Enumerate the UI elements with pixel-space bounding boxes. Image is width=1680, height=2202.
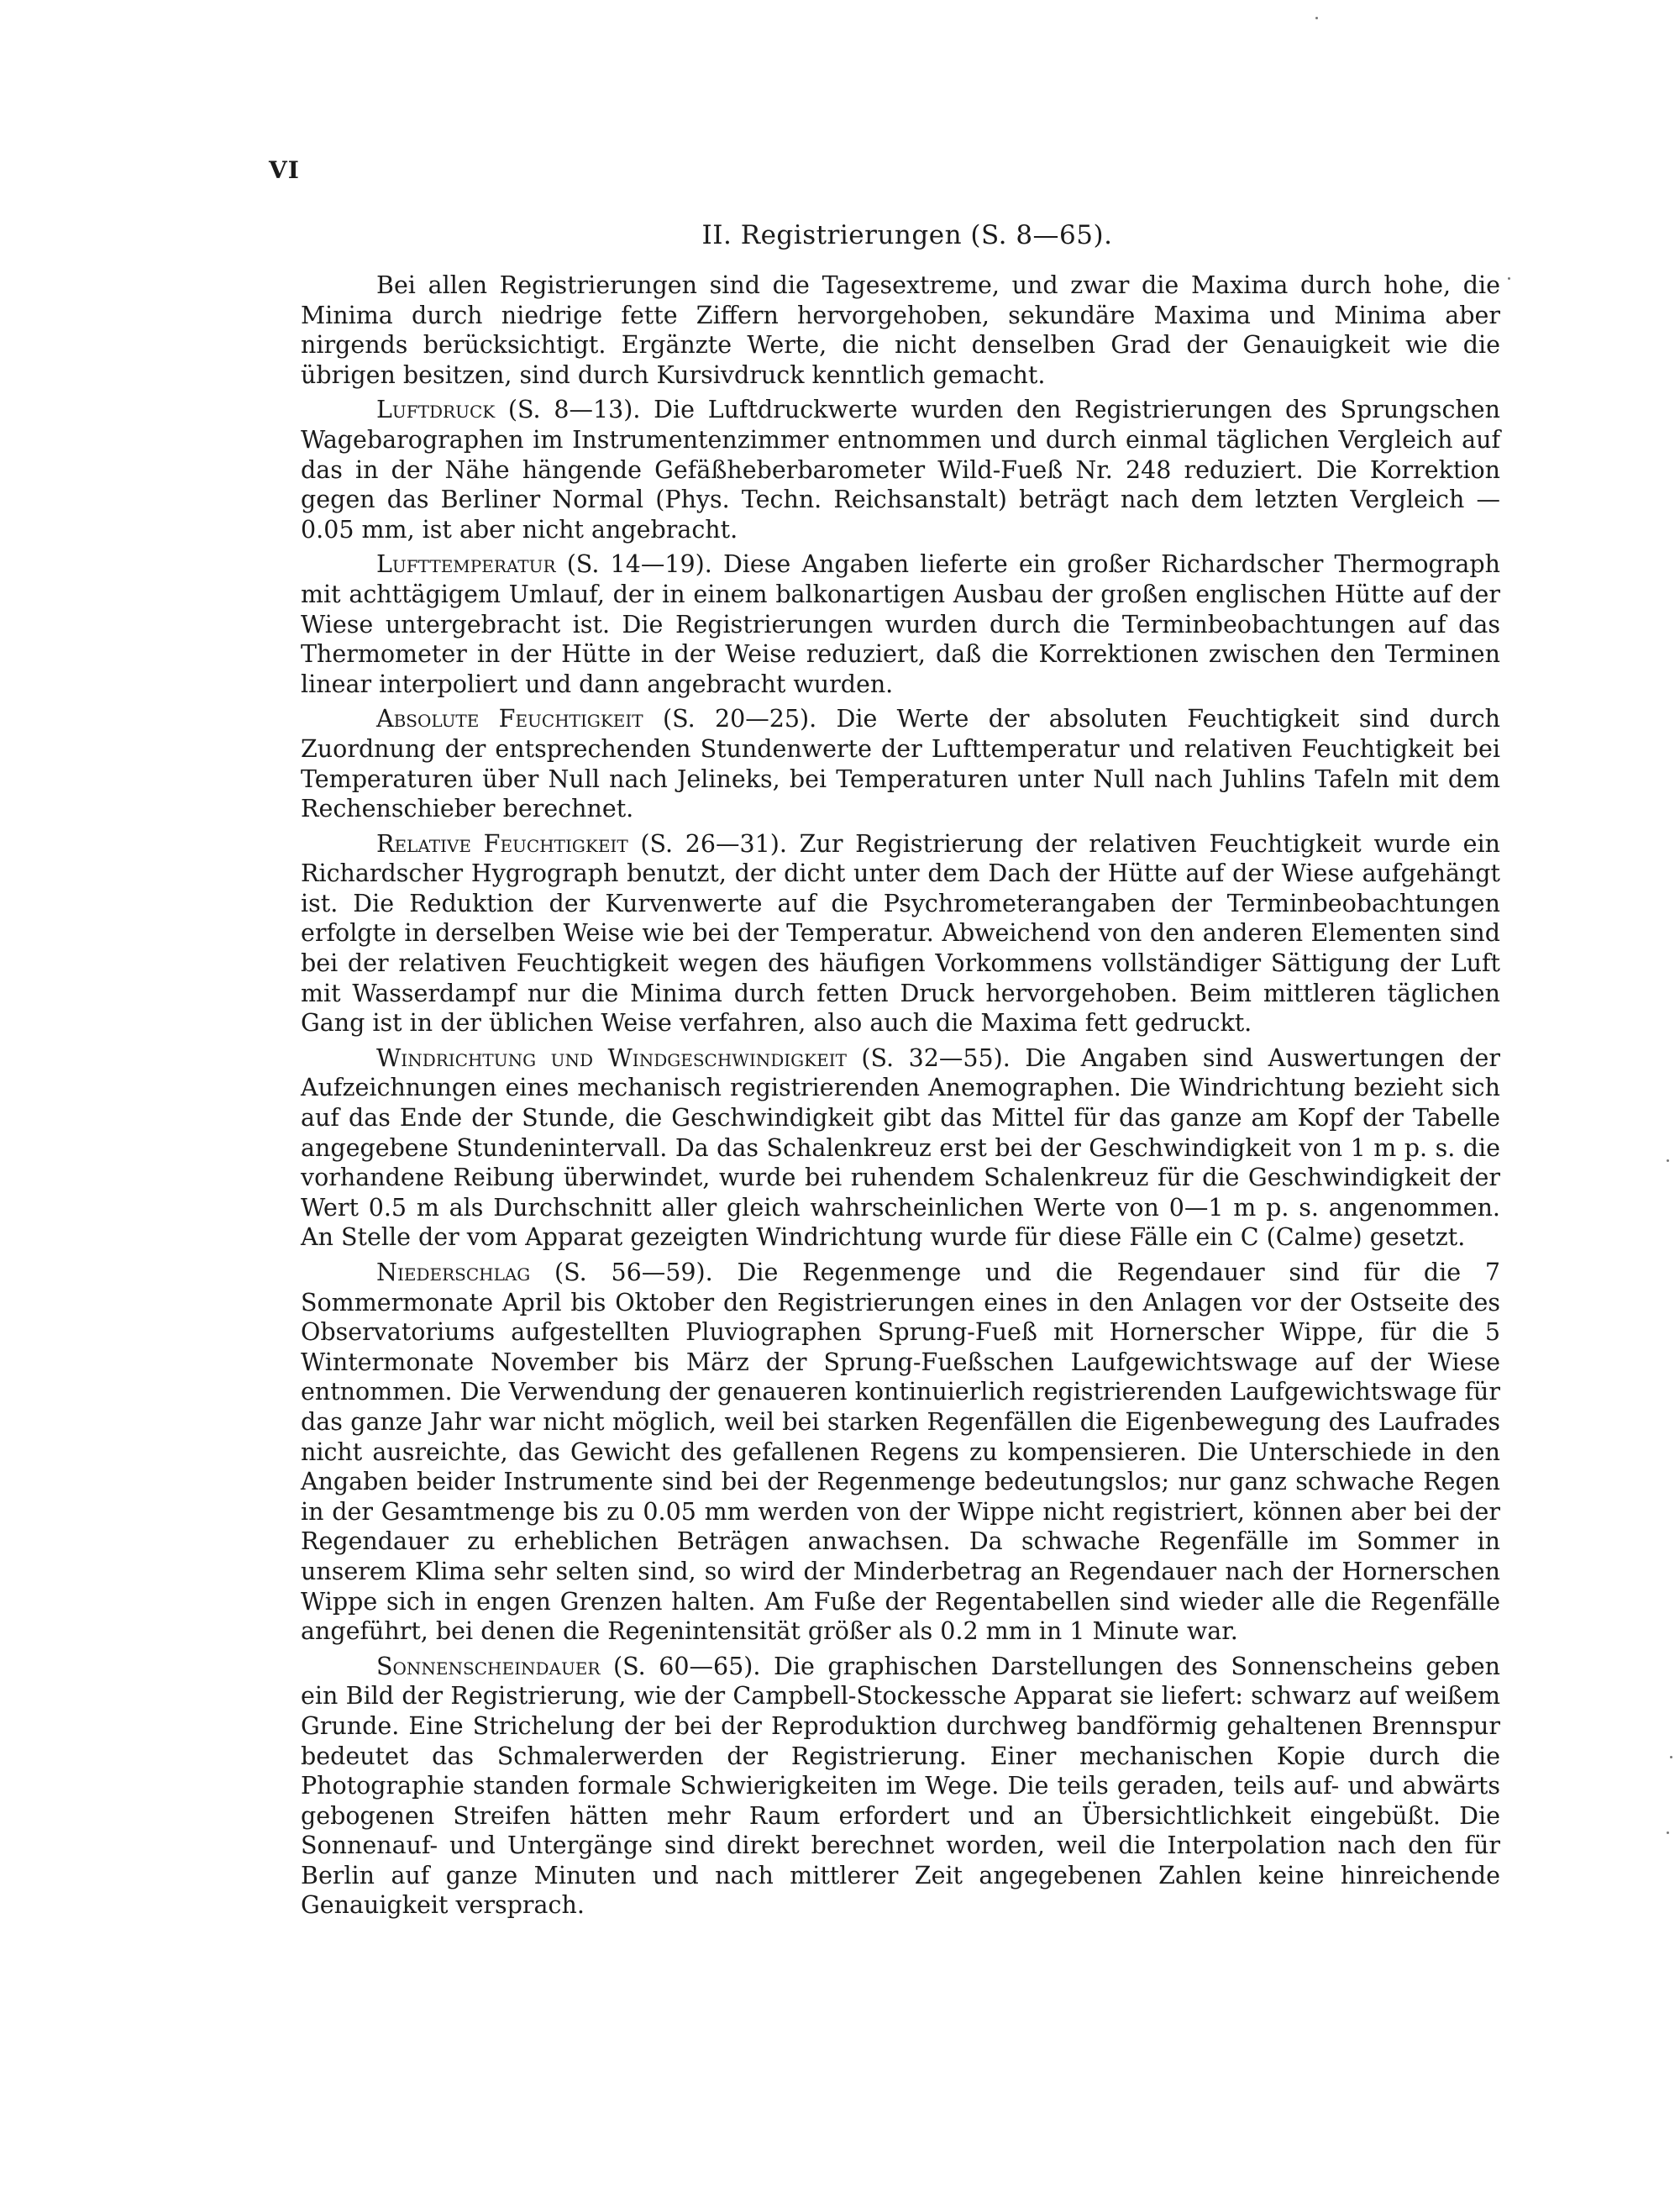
scan-speck xyxy=(1670,1756,1672,1758)
paragraph-lead: Absolute Feuchtigkeit xyxy=(376,705,643,733)
body-text xyxy=(301,271,1500,1926)
paragraph-lead: Sonnenscheindauer xyxy=(376,1652,601,1680)
paragraph-text: (S. 56—59). Die Regenmenge und die Regendauer sind für die 7 Sommermonate April bis Oktober den Registrierungen eines in den Anlagen vor der Ostseite des Observatoriums aufgestellten Pluviographen Sprung-Fueß mit Hornerscher Wippe, für die 5 Wintermonate November bis März der Sprung-Fueßschen Laufgewichtswage auf der Wiese entnommen. Die Verwendung der genaueren kontinuierlich registrierenden Laufgewichtswage für das ganze Jahr war nicht möglich, weil bei starken Regenfällen die Eigenbewegung des Laufrades nicht ausreichte, das Gewicht des gefallenen Regens zu kompensieren. Die Unterschiede in den Angaben beider Instrumente sind bei der Regenmenge bedeutungslos; nur ganz schwache Regen in der Gesamtmenge bis zu 0.05 mm werden von der Wippe nicht registriert, können aber bei der Regendauer zu erheblichen Beträgen anwachsen. Da schwache Regenfälle im Sommer in unserem Klima sehr selten sind, so wird der Minderbetrag an Regendauer nach der Hornerschen Wippe sich in engen Grenzen halten. Am Fuße der Regentabellen sind wieder alle die Regenfälle angeführt, bei denen die Regenintensität größer als 0.2 mm in 1 Minute war. xyxy=(301,1259,1500,1646)
scan-speck xyxy=(1667,1159,1669,1162)
paragraph-text: (S. 20—25). Die Werte der absoluten Feuchtigkeit sind durch Zuordnung der entsprechenden Stundenwerte der Lufttemperatur und relativen Feuchtigkeit bei Temperaturen über Null nach Jelineks, bei Temperaturen unter Null nach Juhlins Tafeln mit dem Rechenschieber berechnet. xyxy=(301,705,1501,823)
scan-speck xyxy=(1508,277,1510,280)
paragraph-text: (S. 32—55). Die Angaben sind Auswertungen der Aufzeichnungen eines mechanisch registrierenden Anemographen. Die Windrichtung bezieht sich auf das Ende der Stunde, die Geschwindigkeit gibt das Mittel für das ganze am Kopf der Tabelle angegebene Stundenintervall. Da das Schalenkreuz erst bei der Geschwindigkeit von 1 m p. s. die vorhandene Reibung überwindet, wurde bei ruhendem Schalenkreuz für die Geschwindigkeit der Wert 0.5 m als Durchschnitt aller gleich wahrscheinlichen Werte von 0—1 m p. s. angenommen. An Stelle der vom Apparat gezeigten Windrichtung wurde für diese Fälle ein C (Calme) gesetzt. xyxy=(301,1043,1500,1252)
paragraph-lufttemperatur xyxy=(301,549,1500,699)
paragraph-intro xyxy=(301,271,1500,390)
paragraph-lead: Lufttemperatur xyxy=(376,550,556,579)
paragraph-text: (S. 14—19). Diese Angaben lieferte ein großer Richardscher Thermograph mit achttägigem Umlauf, der in einem balkonartigen Ausbau der großen englischen Hütte auf der Wiese untergebracht ist. Die Registrierungen wurden durch die Terminbeobachtungen auf das Thermometer in der Hütte in der Weise reduziert, daß die Korrektionen zwischen den Terminen linear interpoliert und dann angebracht wurden. xyxy=(301,550,1500,698)
paragraph-wind xyxy=(301,1043,1500,1253)
paragraph-sonnenscheindauer xyxy=(301,1652,1500,1921)
scan-speck xyxy=(1667,1831,1669,1834)
scan-speck xyxy=(1315,17,1318,19)
paragraph-lead: Luftdruck xyxy=(376,396,496,424)
paragraph-text: (S. 26—31). Zur Registrierung der relativen Feuchtigkeit wurde ein Richardscher Hygrograph benutzt, der dicht unter dem Dach der Hütte auf der Wiese aufgehängt ist. Die Reduktion der Kurvenwerte auf die Psychrometerangaben der Terminbeobachtungen erfolgte in derselben Weise wie bei der Temperatur. Abweichend von den anderen Elementen sind bei der relativen Feuchtigkeit wegen des häufigen Vorkommens vollständiger Sättigung der Luft mit Wasserdampf nur die Minima durch fetten Druck hervorgehoben. Beim mittleren täglichen Gang ist in der üblichen Weise verfahren, also auch die Maxima fett gedruckt. xyxy=(301,829,1500,1038)
paragraph-text: (S. 60—65). Die graphischen Darstellungen des Sonnenscheins geben ein Bild der Registrierung, wie der Campbell-Stockessche Apparat sie liefert: schwarz auf weißem Grunde. Eine Strichelung der bei der Reproduktion durchweg bandförmig gehaltenen Brennspur bedeutet das Schmalerwerden der Registrierung. Einer mechanischen Kopie durch die Photographie standen formale Schwierigkeiten im Wege. Die teils geraden, teils auf- und abwärts gebogenen Streifen hätten mehr Raum erfordert und an Übersichtlichkeit eingebüßt. Die Sonnenauf- und Untergänge sind direkt berechnet worden, weil die Interpolation nach den für Berlin auf ganze Minuten und nach mittlerer Zeit angegebenen Zahlen keine hinreichende Genauigkeit versprach. xyxy=(301,1652,1500,1920)
paragraph-niederschlag xyxy=(301,1258,1500,1647)
section-title: II. Registrierungen (S. 8—65). xyxy=(701,220,1113,250)
paragraph-lead: Windrichtung und Windgeschwindigkeit xyxy=(376,1043,847,1072)
page-number: VI xyxy=(269,156,300,184)
paragraph-text: (S. 8—13). Die Luftdruckwerte wurden den Registrierungen des Sprungschen Wagebarographen im Instrumentenzimmer entnommen und durch einmal täglichen Vergleich auf das in der Nähe hängende Gefäßheberbarometer Wild-Fueß Nr. 248 reduziert. Die Korrektion gegen das Berliner Normal (Phys. Techn. Reichsanstalt) beträgt nach dem letzten Vergleich — 0.05 mm, ist aber nicht angebracht. xyxy=(301,396,1500,544)
paragraph-lead: Relative Feuchtigkeit xyxy=(376,829,628,858)
paragraph-relative-feuchtigkeit xyxy=(301,829,1500,1038)
paragraph-text: Bei allen Registrierungen sind die Tagesextreme, und zwar die Maxima durch hohe, die Minima durch niedrige fette Ziffern hervorgehoben, sekundäre Maxima und Minima aber nirgends berücksichtigt. Ergänzte Werte, die nicht denselben Grad der Genauigkeit wie die übrigen besitzen, sind durch Kursivdruck kenntlich gemacht. xyxy=(301,271,1500,389)
paragraph-luftdruck xyxy=(301,395,1500,544)
paragraph-lead: Niederschlag xyxy=(376,1259,531,1286)
paragraph-absolute-feuchtigkeit xyxy=(301,704,1500,823)
